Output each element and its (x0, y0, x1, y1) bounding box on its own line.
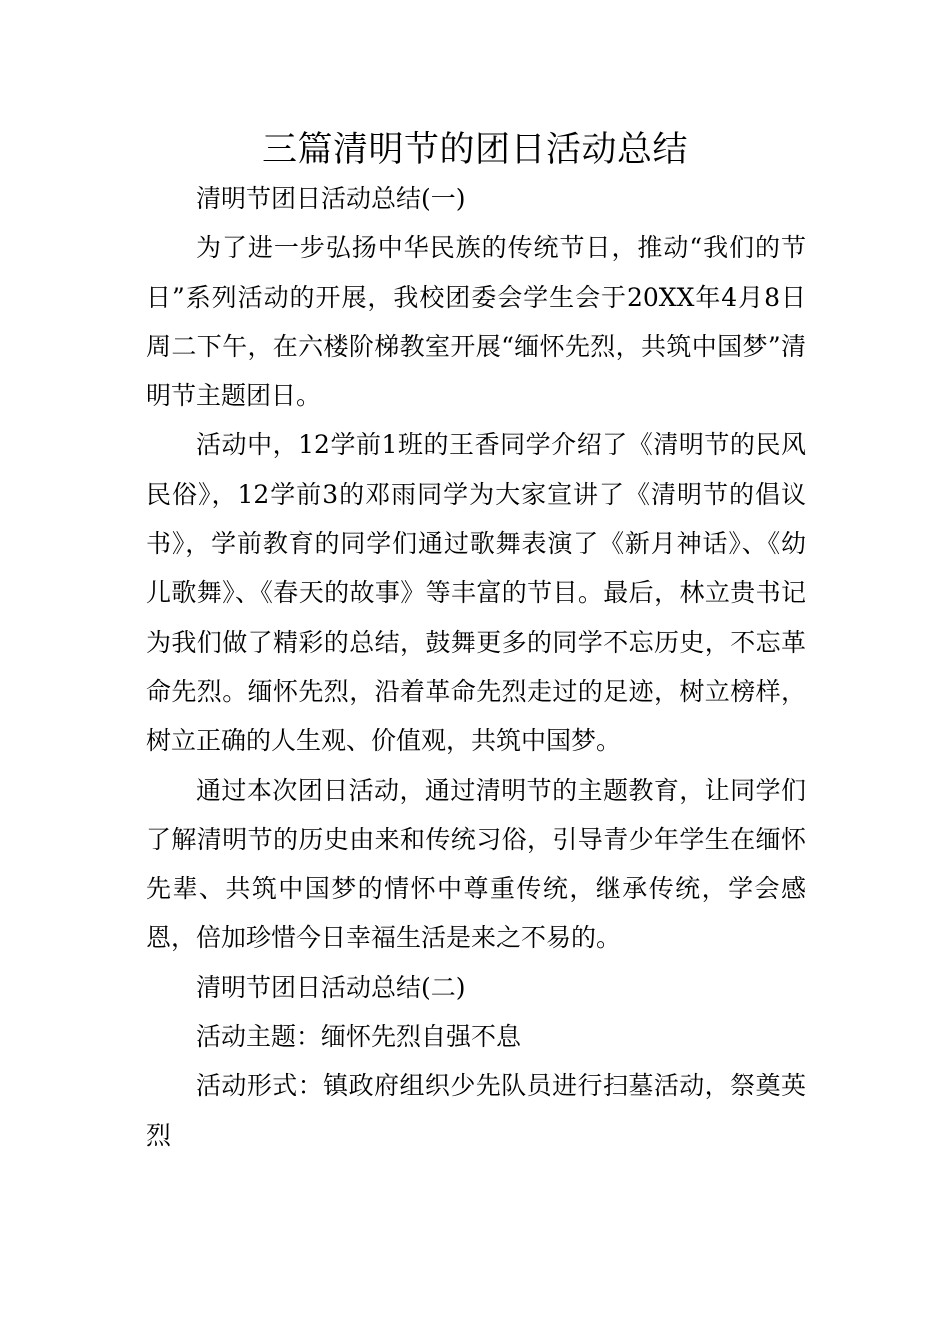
paragraph: 活动形式：镇政府组织少先队员进行扫墓活动，祭奠英烈 (146, 1071, 806, 1150)
document-title: 三篇清明节的团日活动总结 (261, 130, 688, 170)
paragraph: 通过本次团日活动，通过清明节的主题教育，让同学们了解清明节的历史由来和传统习俗，引导青少年学生在缅怀先辈、共筑中国梦的情怀中尊重传统，继承传统，学会感恩，倍加珍惜今日幸福生活是来之不易的。 (146, 775, 806, 953)
paragraph: 活动主题：缅怀先烈自强不息 (196, 1022, 522, 1052)
document-body (146, 174, 806, 1160)
section-heading-2: 清明节团日活动总结(二) (196, 972, 466, 1002)
section-heading-1: 清明节团日活动总结(一) (196, 184, 466, 213)
paragraph: 为了进一步弘扬中华民族的传统节日，推动“我们的节日”系列活动的开展，我校团委会学生会于20XX年4月8日周二下午，在六楼阶梯教室开展“缅怀先烈，共筑中国梦”清明节主题团日。 (146, 233, 806, 411)
paragraph: 活动中，12学前1班的王香同学介绍了《清明节的民风民俗》，12学前3的邓雨同学为大家宣讲了《清明节的倡议书》，学前教育的同学们通过歌舞表演了《新月神话》、《幼儿歌舞》、《春天的故事》等丰富的节目。最后，林立贵书记为我们做了精彩的总结，鼓舞更多的同学不忘历史，不忘革命先烈。缅怀先烈，沿着革命先烈走过的足迹，树立榜样，树立正确的人生观、价值观，共筑中国梦。 (146, 430, 806, 756)
